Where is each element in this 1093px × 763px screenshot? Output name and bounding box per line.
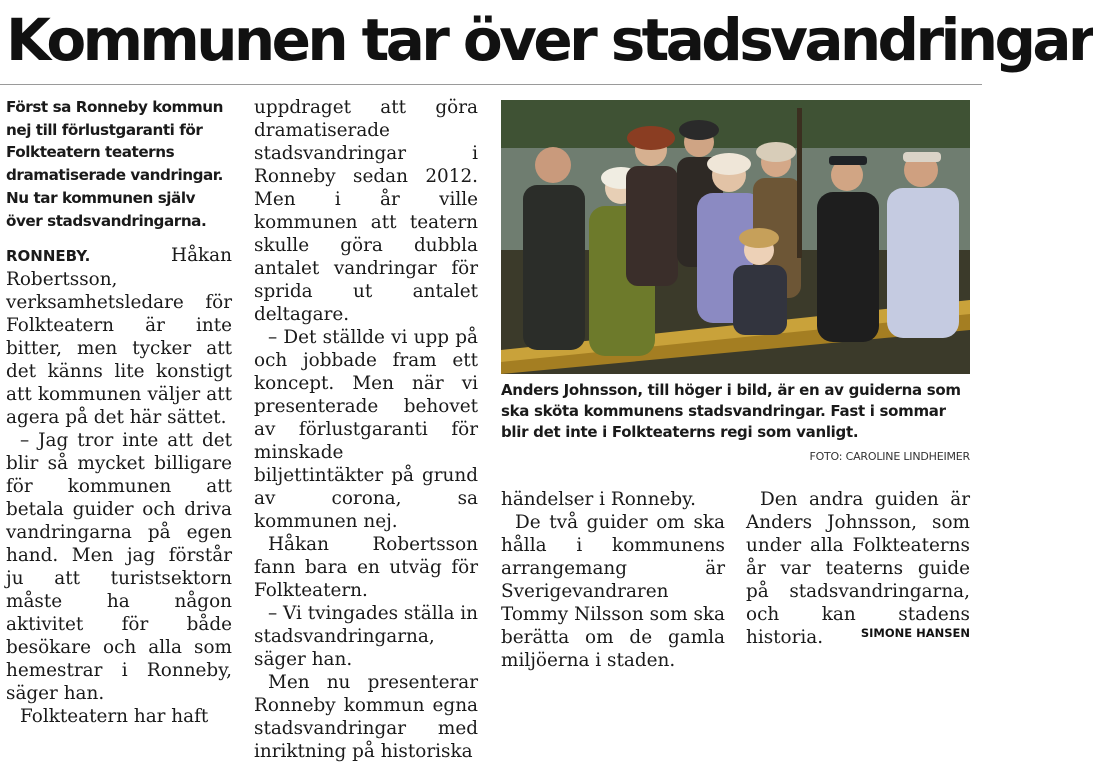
paragraph-3-cont: uppdraget att göra dramatiserade stadsvandringar i Ronneby sedan 2012. Men i år ville kommunen att teatern skulle göra dubbla antalet vandringar för sprida ut antalet deltagare. [254,97,478,325]
paragraph-7-start: Men nu presenterar Ronneby kommun egna stadsvandringar med inriktning på historiska [254,672,478,762]
paragraph-4: – Det ställde vi upp på och jobbade fram ett koncept. Men när vi presenterade behovet av förlustgaranti för minskade biljettintäkter på grund av corona, sa kommunen nej. [254,327,478,532]
headline: Kommunen tar över stadsvandringar [6,6,1093,74]
paragraph-2: – Jag tror inte att det blir så mycket billigare för kommunen att betala guider och driva vandringarna på egen hand. Men jag förstår ju att turistsektorn måste ha någon aktivitet för både besökare och alla som hemestrar i Ronneby, säger han. [6,430,232,705]
paragraph-5: Håkan Robertsson fann bara en utväg för Folkteatern. [254,534,478,601]
paragraph-1 [6,244,232,429]
paragraph-1-text: Håkan Robertsson, verksamhetsledare för Folkteatern är inte bitter, men tycker att det känns lite konstigt att kommunen väljer att agera på det här sättet. [6,245,232,429]
headline-rule [0,84,982,85]
paragraph-7-cont: händelser i Ronneby. [501,489,696,510]
text-column-1 [6,96,232,728]
paragraph-6: – Vi tvingades ställa in stadsvandringarna, säger han. [254,603,479,670]
text-column-3 [501,488,725,672]
photo-credit: FOTO: CAROLINE LINDHEIMER [809,450,970,463]
lede: Först sa Ronneby kommun nej till förlustgaranti för Folkteatern teaterns dramatiserade vandringar. Nu tar kommunen själv över stadsvandringarna. [6,98,224,230]
paragraph-9: Den andra guiden är Anders Johnsson, som under alla Folkteaterns år var teaterns guide på stadsvandringarna, och kan stadens historia. [746,489,970,648]
article-photo [501,100,970,374]
photo-caption: Anders Johnsson, till höger i bild, är en av guiderna som ska sköta kommunens stadsvandringar. Fast i sommar blir det inte i Folkteaterns regi som vanligt. [501,381,961,441]
dateline: RONNEBY. [6,247,91,266]
text-column-2 [254,96,478,763]
paragraph-3-start: Folkteatern har haft [20,706,209,728]
text-column-4 [746,488,970,649]
group-photo-illustration [501,100,970,374]
paragraph-8: De två guider om ska hålla i kommunens arrangemang är Sverigevandraren Tommy Nilsson som ska berätta om de gamla miljöerna i staden. [501,512,725,671]
byline: SIMONE HANSEN [860,626,970,640]
